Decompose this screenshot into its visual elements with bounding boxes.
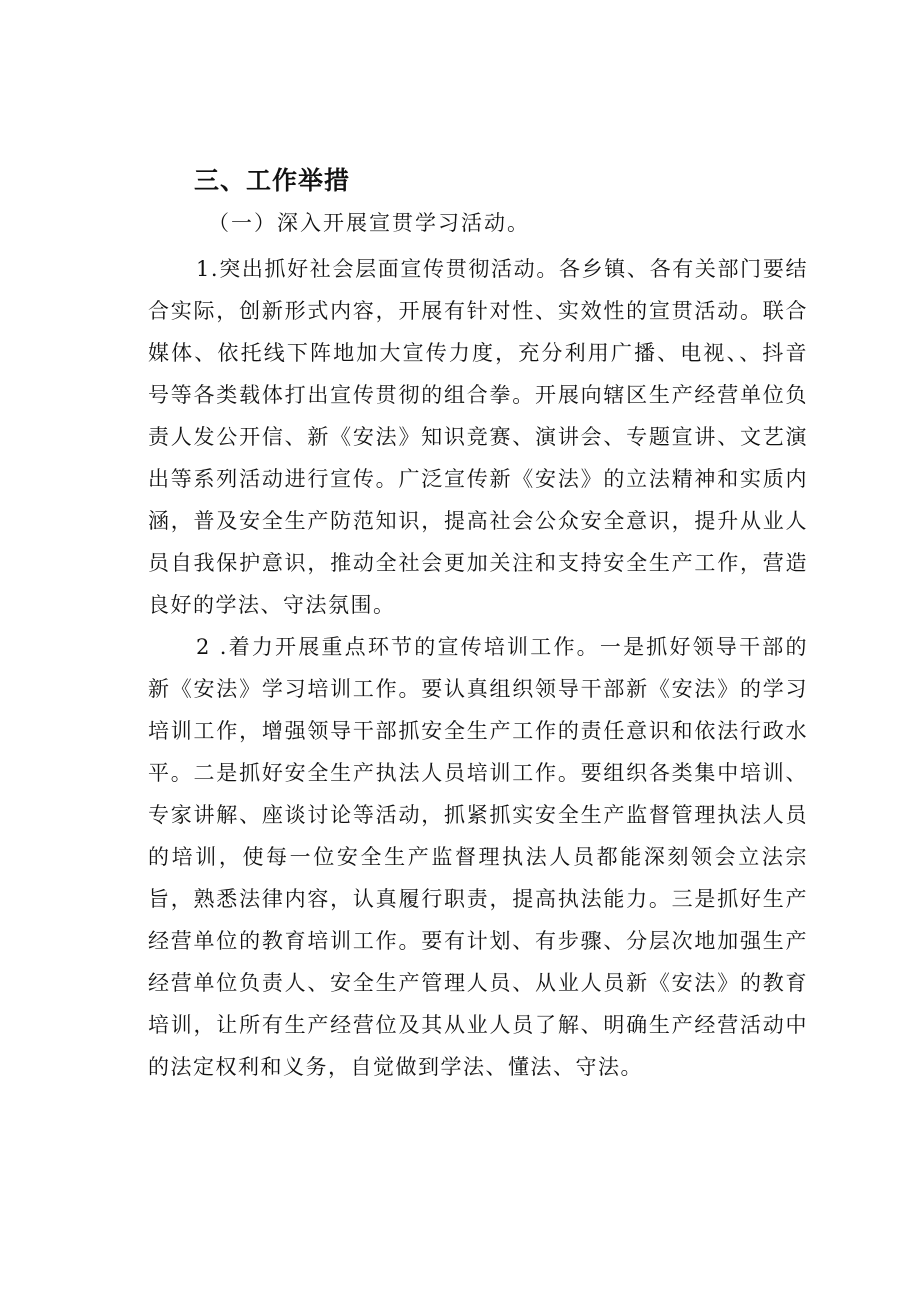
sub-heading: （一）深入开展宣贯学习活动。 — [208, 211, 530, 235]
section-heading: 三、工作举措 — [194, 166, 351, 195]
paragraph-2: 2 .着力开展重点环节的宣传培训工作。一是抓好领导干部的新《安法》学习培训工作。要认真组织领导干部新《安法》的学习培训工作，增强领导干部抓安全生产工作的责任意识和依法行政水平。二是抓好安全生产执法人员培训工作。要组织各类集中培训、专家讲解、座谈讨论等活动，抓紧抓实安全生产监督管理执法人员的培训，使每一位安全生产监督理执法人员都能深刻领会立法宗旨，熟悉法律内容，认真履行职责，提高执法能力。三是抓好生产经营单位的教育培训工作。要有计划、有步骤、分层次地加强生产经营单位负责人、安全生产管理人员、从业人员新《安法》的教育培训，让所有生产经营位及其从业人员了解、明确生产经营活动中的法定权利和义务，自觉做到学法、懂法、守法。 — [148, 635, 808, 1079]
document-body — [148, 160, 808, 1088]
paragraph-1: 1.突出抓好社会层面宣传贯彻活动。各乡镇、各有关部门要结合实际，创新形式内容，开展有针对性、实效性的宣贯活动。联合媒体、依托线下阵地加大宣传力度，充分利用广播、电视、、抖音号等各类载体打出宣传贯彻的组合拳。开展向辖区生产经营单位负责人发公开信、新《安法》知识竞赛、演讲会、专题宣讲、文艺演出等系列活动进行宣传。广泛宣传新《安法》的立法精神和实质内涵，普及安全生产防范知识，提高社会公众安全意识，提升从业人员自我保护意识，推动全社会更加关注和支持安全生产工作，营造良好的学法、守法氛围。 — [148, 257, 808, 617]
